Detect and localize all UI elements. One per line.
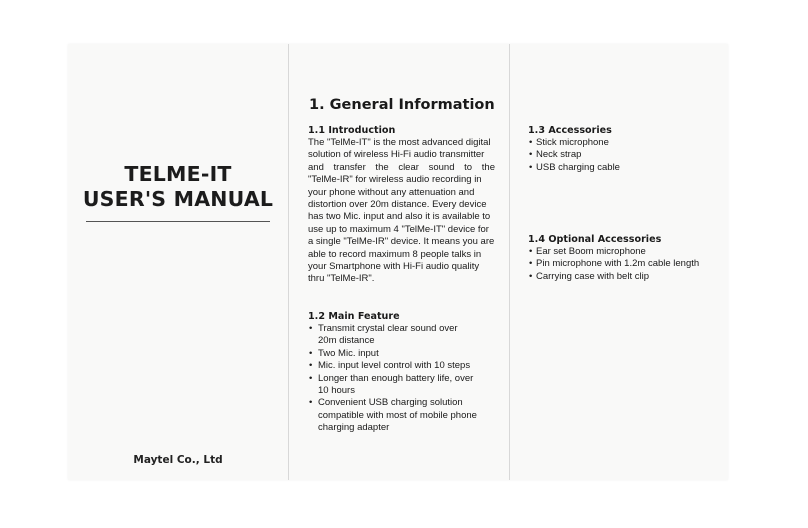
list-item: [308, 348, 498, 360]
bullet-icon: •: [529, 270, 533, 282]
intro-line: and transfer the clear sound to the: [308, 161, 495, 173]
intro-line: able to record maximum 8 people talks in: [308, 248, 482, 260]
list-item: [528, 162, 723, 174]
accessories-heading: 1.3 Accessories: [528, 125, 612, 136]
list-item: [528, 258, 723, 270]
feature-text: Convenient USB charging solution: [318, 397, 463, 409]
introduction-heading: 1.1 Introduction: [308, 125, 396, 136]
introduction-section: [308, 124, 495, 286]
cover-panel: [68, 44, 288, 480]
optional-accessories-list: [528, 246, 723, 283]
intro-line: The "TelMe-IT" is the most advanced digital: [308, 137, 491, 148]
main-feature-section: [308, 310, 498, 435]
introduction-text: [308, 137, 495, 286]
bullet-icon: •: [529, 137, 533, 148]
list-item: [528, 246, 723, 258]
bullet-icon: •: [529, 161, 533, 173]
intro-line: your Smartphone with Hi-Fi audio quality: [308, 261, 480, 273]
feature-text: Mic. input level control with 10 steps: [318, 360, 471, 372]
feature-text: Two Mic. input: [318, 347, 379, 359]
accessory-text: Neck strap: [536, 149, 582, 161]
bullet-icon: •: [309, 372, 313, 384]
manual-title-line2: USER'S MANUAL: [82, 187, 274, 211]
general-info-panel: [288, 44, 510, 480]
accessories-section: [528, 124, 723, 174]
optional-accessory-text: Ear set Boom microphone: [536, 246, 646, 257]
accessories-list: [528, 137, 723, 174]
bullet-icon: •: [309, 360, 313, 372]
accessories-panel: [509, 44, 729, 480]
feature-text: Longer than enough battery life, over: [318, 372, 474, 384]
optional-accessories-heading: 1.4 Optional Accessories: [528, 234, 662, 245]
accessory-text: Stick microphone: [536, 137, 609, 148]
feature-text: 10 hours: [318, 385, 355, 397]
bullet-icon: •: [529, 258, 533, 270]
feature-text: 20m distance: [318, 335, 375, 347]
list-item: [528, 137, 723, 149]
list-item: [308, 373, 498, 398]
optional-accessory-text: Carrying case with belt clip: [536, 270, 649, 282]
accessory-text: USB charging cable: [536, 161, 620, 173]
manual-title-line1: TELME-IT: [124, 162, 232, 186]
optional-accessory-text: Pin microphone with 1.2m cable length: [536, 258, 700, 270]
bullet-icon: •: [309, 397, 313, 409]
feature-list: [308, 323, 498, 435]
feature-text: compatible with most of mobile phone: [318, 409, 477, 421]
manual-spread: [68, 44, 728, 480]
feature-text: charging adapter: [318, 422, 390, 434]
company-name: Maytel Co., Ltd: [133, 454, 223, 466]
bullet-icon: •: [529, 149, 533, 161]
intro-line: your phone without any attenuation and: [308, 186, 475, 198]
intro-line: "TelMe-IR" for wireless audio recording in: [308, 174, 482, 186]
list-item: [528, 149, 723, 161]
section-title: 1. General Information: [309, 97, 495, 113]
list-item: [308, 397, 498, 434]
intro-line: distortion over 20m distance. Every device: [308, 199, 487, 211]
list-item: [528, 271, 723, 283]
optional-accessories-section: [528, 233, 723, 283]
intro-line: a single "TelMe-IR" device. It means you are: [308, 236, 495, 248]
list-item: [308, 323, 498, 348]
bullet-icon: •: [309, 347, 313, 359]
intro-line: solution of wireless Hi-Fi audio transmitter: [308, 149, 485, 161]
list-item: [308, 360, 498, 372]
feature-text: Transmit crystal clear sound over: [318, 323, 458, 334]
bullet-icon: •: [529, 246, 533, 257]
manual-title: [68, 162, 288, 212]
bullet-icon: •: [309, 323, 313, 334]
main-feature-heading: 1.2 Main Feature: [308, 311, 400, 322]
intro-line: use up to maximum 4 "TelMe-IT" device for: [308, 223, 489, 235]
intro-line: has two Mic. input and also it is available to: [308, 211, 491, 223]
title-divider: [86, 221, 270, 222]
intro-line: thru "TelMe-IR".: [308, 273, 375, 285]
